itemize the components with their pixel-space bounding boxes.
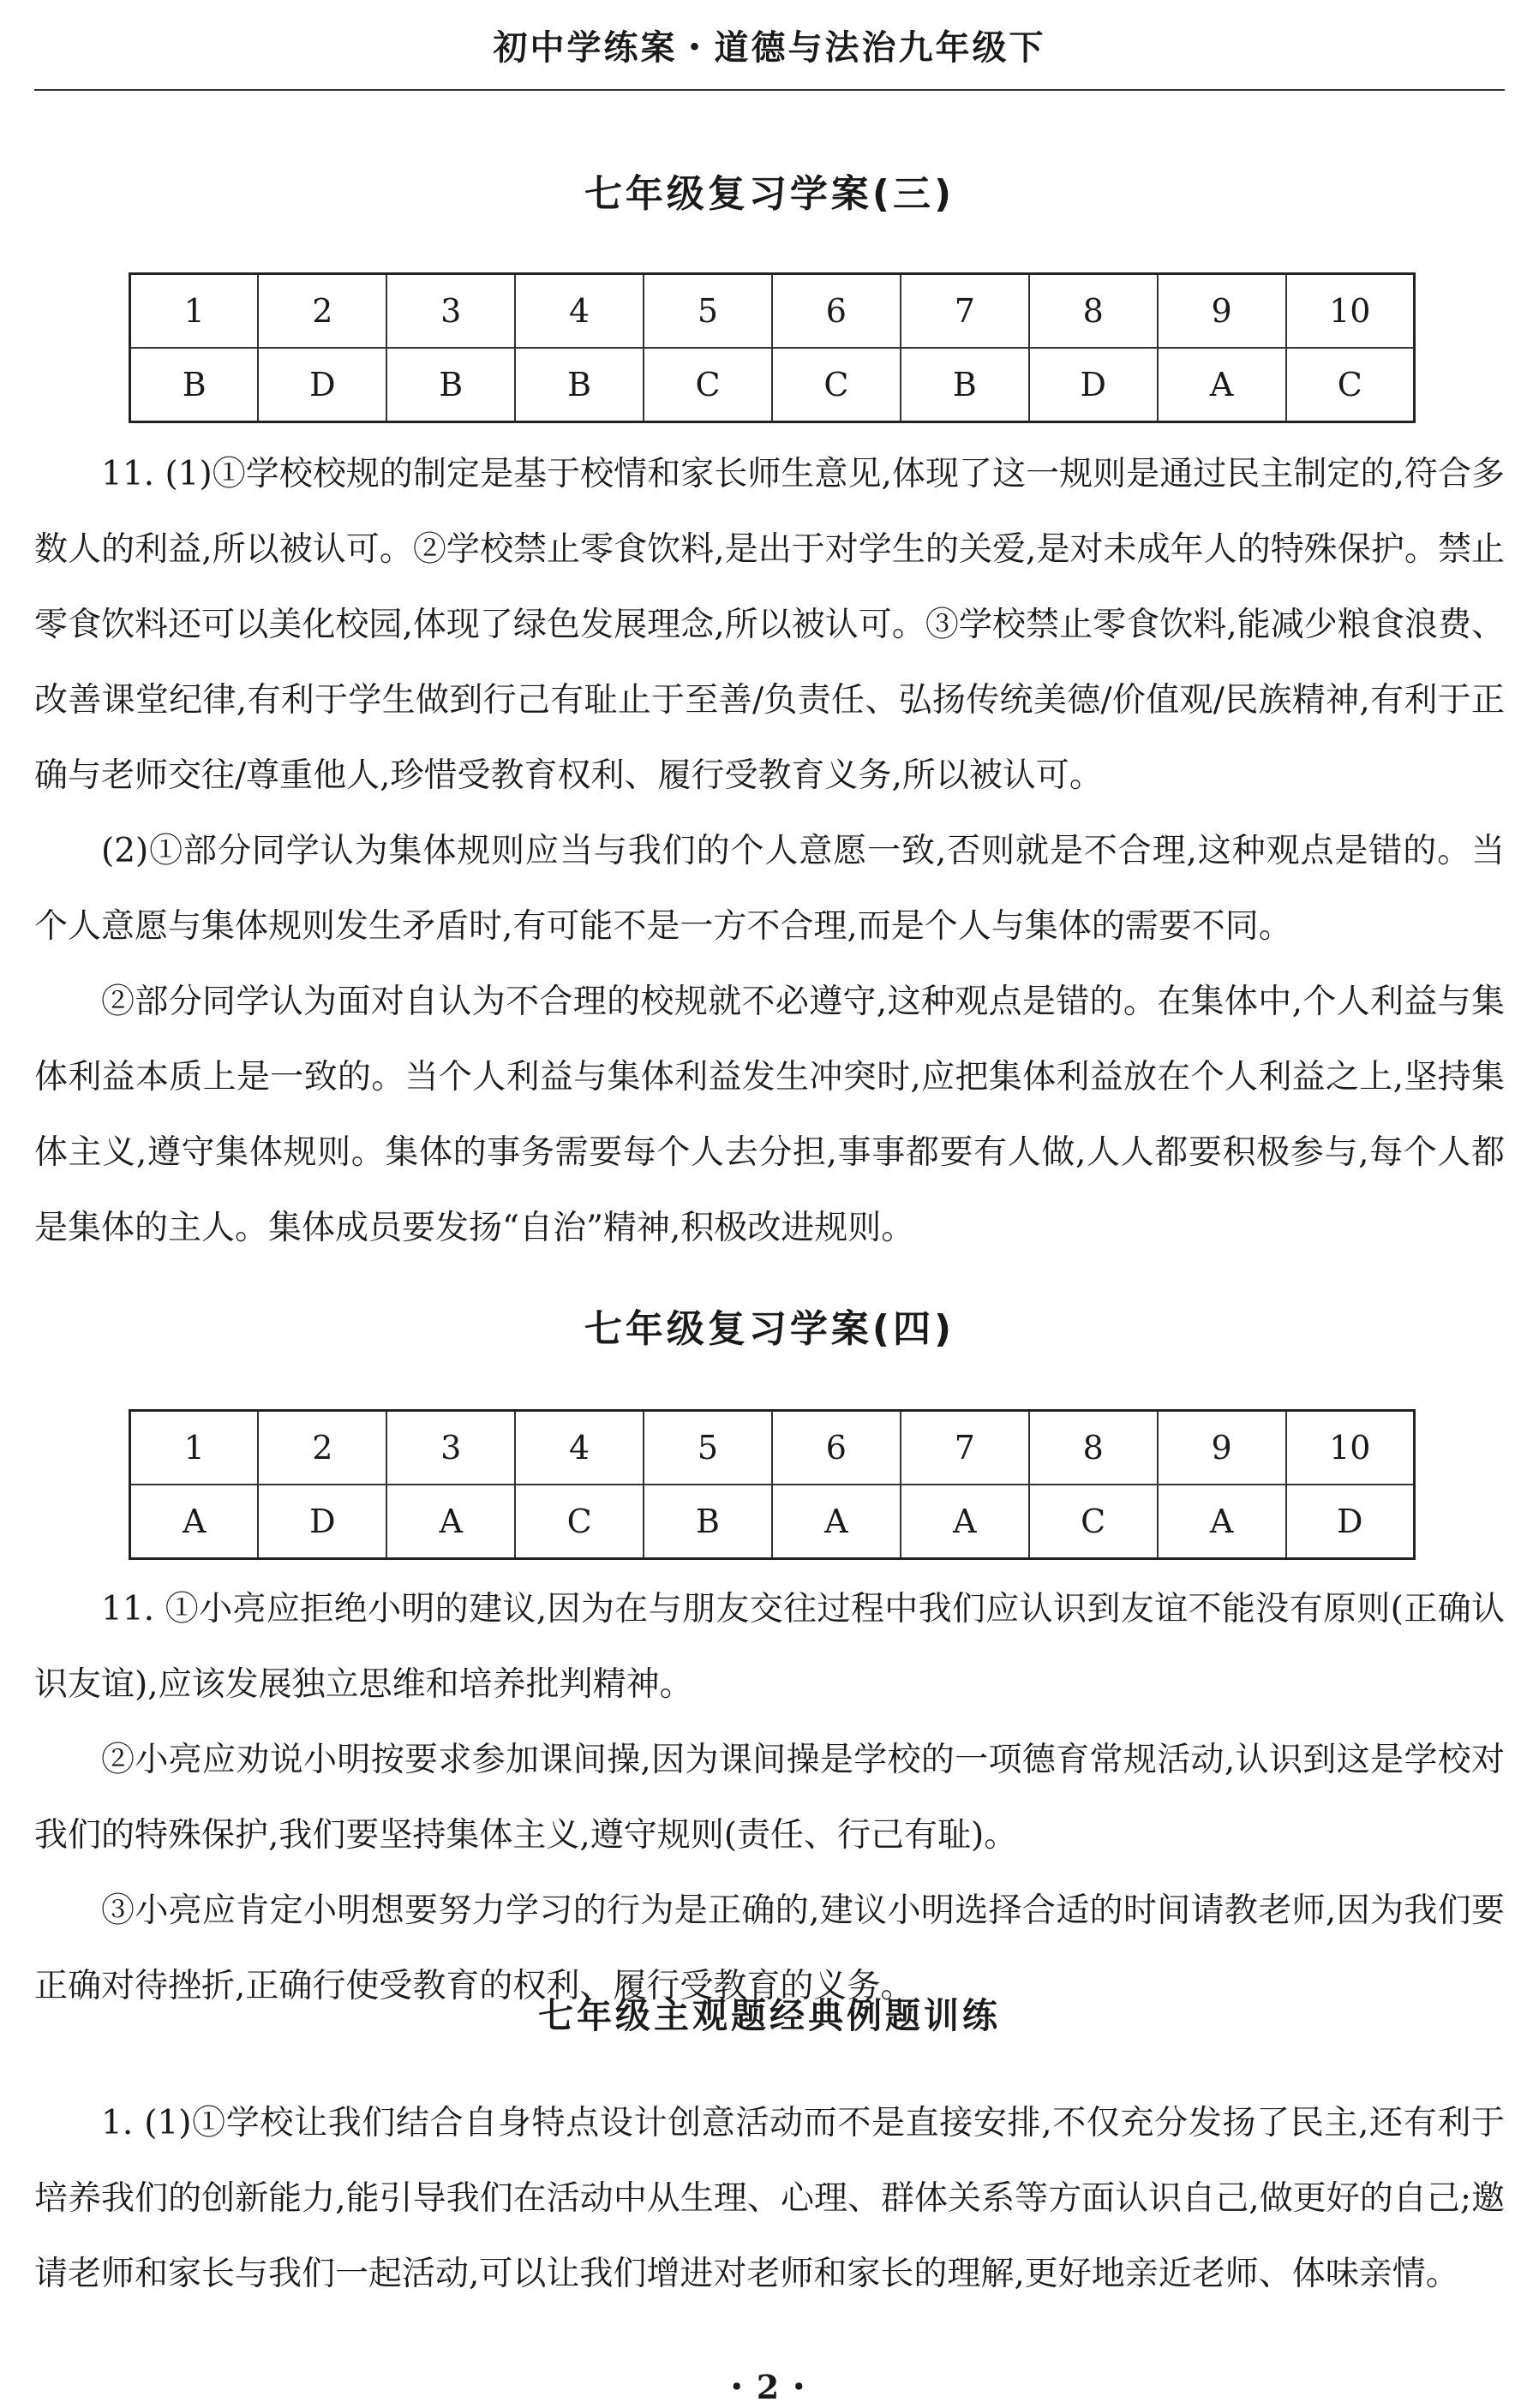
table-cell: 4 xyxy=(515,274,644,349)
table-cell: B xyxy=(644,1485,772,1559)
table-cell: B xyxy=(130,348,259,422)
section5-body xyxy=(34,2086,1505,2312)
table-cell: 2 xyxy=(258,274,386,349)
answer-table-review-3 xyxy=(129,272,1416,423)
page-number: ・2・ xyxy=(720,2368,819,2406)
table-cell: 3 xyxy=(386,1411,515,1485)
table-cell: C xyxy=(772,348,901,422)
table-cell: B xyxy=(515,348,644,422)
table-cell: 6 xyxy=(772,1411,901,1485)
table-cell: 1 xyxy=(130,274,259,349)
paragraph: ②部分同学认为面对自认为不合理的校规就不必遵守,这种观点是错的。在集体中,个人利益与集体利益本质上是一致的。当个人利益与集体利益发生冲突时,应把集体利益放在个人利益之上,坚持集体主义,遵守集体规则。集体的事务需要每个人去分担,事事都要有人做,人人都要积极参与,每个人都是集体的主人。集体成员要发扬“自治”精神,积极改进规则。 xyxy=(34,983,1505,1247)
table-row-answers xyxy=(130,1485,1415,1559)
table-cell: 7 xyxy=(901,1411,1029,1485)
paragraph: (2)①部分同学认为集体规则应当与我们的个人意愿一致,否则就是不合理,这种观点是错的。当个人意愿与集体规则发生矛盾时,有可能不是一方不合理,而是个人与集体的需要不同。 xyxy=(34,832,1505,946)
table-cell: A xyxy=(1158,1485,1286,1559)
paragraph: ②小亮应劝说小明按要求参加课间操,因为课间操是学校的一项德育常规活动,认识到这是学校对我们的特殊保护,我们要坚持集体主义,遵守规则(责任、行己有耻)。 xyxy=(34,1741,1505,1855)
section-title-review-4: 七年级复习学案(四) xyxy=(584,1307,955,1351)
table-cell: 10 xyxy=(1286,274,1415,349)
section-title-classic-training: 七年级主观题经典例题训练 xyxy=(538,1995,1001,2036)
table-cell: C xyxy=(515,1485,644,1559)
table-cell: A xyxy=(901,1485,1029,1559)
table-cell: 5 xyxy=(644,1411,772,1485)
paragraph: ③小亮应肯定小明想要努力学习的行为是正确的,建议小明选择合适的时间请教老师,因为我们要正确对待挫折,正确行使受教育的权利、履行受教育的义务。 xyxy=(34,1891,1505,2005)
paragraph: 11. (1)①学校校规的制定是基于校情和家长师生意见,体现了这一规则是通过民主制定的,符合多数人的利益,所以被认可。②学校禁止零食饮料,是出于对学生的关爱,是对未成年人的特殊保护。禁止零食饮料还可以美化校园,体现了绿色发展理念,所以被认可。③学校禁止零食饮料,能减少粮食浪费、改善课堂纪律,有利于学生做到行己有耻止于至善/负责任、弘扬传统美德/价值观/民族精神,有利于正确与老师交往/尊重他人,珍惜受教育权利、履行受教育义务,所以被认可。 xyxy=(34,455,1505,795)
answer-table-review-4 xyxy=(129,1409,1416,1560)
page-header: 初中学练案・道德与法治九年级下 xyxy=(34,0,1505,91)
paragraph: 11. ①小亮应拒绝小明的建议,因为在与朋友交往过程中我们应认识到友谊不能没有原则(正确认识友谊),应该发展独立思维和培养批判精神。 xyxy=(34,1590,1505,1704)
section3-body xyxy=(34,437,1505,1266)
table-row-answers xyxy=(130,348,1415,422)
table-cell: 1 xyxy=(130,1411,259,1485)
table-cell: B xyxy=(386,348,515,422)
table-cell: D xyxy=(258,348,386,422)
table-cell: 9 xyxy=(1158,274,1286,349)
table-cell: 7 xyxy=(901,274,1029,349)
table-row-numbers xyxy=(130,1411,1415,1485)
table-cell: 2 xyxy=(258,1411,386,1485)
table-cell: 10 xyxy=(1286,1411,1415,1485)
table-cell: A xyxy=(130,1485,259,1559)
table-cell: A xyxy=(1158,348,1286,422)
paragraph: 1. (1)①学校让我们结合自身特点设计创意活动而不是直接安排,不仅充分发扬了民主,还有利于培养我们的创新能力,能引导我们在活动中从生理、心理、群体关系等方面认识自己,做更好的自己;邀请老师和家长与我们一起活动,可以让我们增进对老师和家长的理解,更好地亲近老师、体味亲情。 xyxy=(34,2104,1505,2293)
table-cell: C xyxy=(644,348,772,422)
table-cell: 8 xyxy=(1029,274,1158,349)
table-cell: B xyxy=(901,348,1029,422)
table-row-numbers xyxy=(130,274,1415,349)
section-title-review-3: 七年级复习学案(三) xyxy=(584,172,955,216)
table-cell: D xyxy=(1286,1485,1415,1559)
table-cell: C xyxy=(1286,348,1415,422)
table-cell: A xyxy=(386,1485,515,1559)
section4-body xyxy=(34,1572,1505,2024)
table-cell: 6 xyxy=(772,274,901,349)
table-cell: D xyxy=(1029,348,1158,422)
table-cell: 5 xyxy=(644,274,772,349)
table-cell: 9 xyxy=(1158,1411,1286,1485)
table-cell: C xyxy=(1029,1485,1158,1559)
table-cell: D xyxy=(258,1485,386,1559)
table-cell: 8 xyxy=(1029,1411,1158,1485)
table-cell: A xyxy=(772,1485,901,1559)
table-cell: 3 xyxy=(386,274,515,349)
table-cell: 4 xyxy=(515,1411,644,1485)
